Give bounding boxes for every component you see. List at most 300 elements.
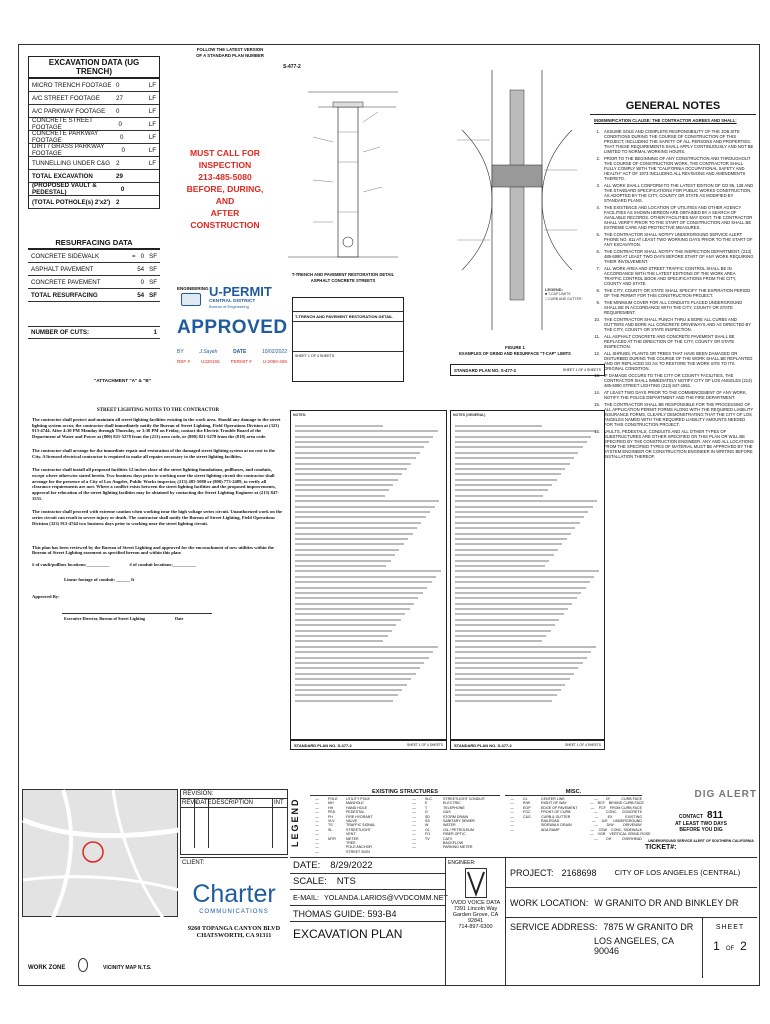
work-location-value: W GRANITO DR AND BINKLEY DR	[594, 897, 739, 908]
resurfacing-rows	[28, 250, 160, 302]
legend-abbrv: POLE	[328, 797, 338, 801]
info-email-value: YOLANDA.LARIOS@VVDCOMM.NET	[323, 893, 448, 902]
cuts-value: 1	[153, 329, 157, 336]
legend-abbrv: FCF	[598, 805, 606, 810]
excavation-value: 0	[116, 107, 120, 115]
small-text-line	[295, 646, 438, 648]
resurfacing-value: 0	[140, 252, 145, 260]
legend-description: UNDERGROUND	[613, 819, 642, 824]
resurfacing-unit: SF	[149, 291, 157, 299]
excavation-value: 0	[120, 185, 125, 193]
legend-description: VENT	[346, 832, 356, 837]
legend-description: STORM DRAIN	[443, 814, 469, 819]
excavation-unit: LF	[148, 120, 156, 128]
small-text-line	[295, 678, 411, 680]
tcap-legend: LEGEND: ■ T-CAP LIMITS □ CURB AND GUTTER	[545, 287, 582, 301]
small-text-line	[295, 651, 433, 653]
small-text-line	[455, 489, 548, 491]
small-text-line	[455, 565, 545, 567]
general-note-text: VAULTS, PEDESTALS, CONDUITS AND ALL OTHER TYPES OF SUBSTRUCTURES ARE OTHER SPECIFIED ON THIS PLAN OR WILL BE SPECIFIED BY THE CONSTRUCTION ENGINEER. ANY AND ALL LOCATIONS FROM THE SPECIFIED TYPES OF MATERIAL MUST BE APPROVED BY THE SYSTEM ENGINEER OR CONSTRUCTION ENGINEER IN WRITING BEFORE INSTALLATION THEREOF.	[604, 429, 754, 459]
legend-description: FRONT OF CURB	[541, 810, 571, 815]
legend-abbrv: BCF	[597, 801, 605, 806]
general-note-item	[590, 156, 756, 181]
sheet-label: SHEET	[715, 924, 745, 931]
excavation-row	[29, 183, 159, 196]
excavation-label: TOTAL EXCAVATION	[32, 172, 93, 180]
thomas-guide: THOMAS GUIDE: 593-B4	[290, 906, 445, 922]
resurfacing-row	[28, 250, 160, 263]
trench-notes-sheet	[290, 410, 447, 740]
project-block	[505, 857, 757, 985]
general-note-number: 10.	[594, 317, 600, 322]
small-text-line	[455, 684, 565, 686]
ref-value: U220165	[201, 359, 220, 364]
general-note-item	[590, 429, 756, 459]
small-text-line	[455, 689, 561, 691]
small-text-line	[455, 608, 568, 610]
legend-abbrv: R/W	[523, 801, 530, 806]
existing-structures-title: EXISTING STRUCTURES	[310, 789, 500, 796]
small-text-line	[295, 565, 386, 567]
small-text-line	[455, 667, 578, 669]
excavation-value-group	[122, 147, 156, 154]
dig-alert-block	[645, 789, 757, 855]
small-text-line	[295, 694, 398, 696]
approved-stamp: APPROVED	[177, 317, 288, 338]
legend-symbol-icon: —	[510, 827, 514, 832]
general-note-number: 6.	[596, 249, 600, 254]
small-text-line	[455, 592, 581, 594]
legend-symbol-icon: —	[315, 810, 319, 815]
permit-value: U-2050-469	[262, 359, 287, 364]
excavation-unit: LF	[148, 146, 156, 154]
small-text-line	[295, 538, 408, 540]
small-text-line	[295, 479, 398, 481]
resurfacing-value-group	[132, 292, 157, 299]
legend-abbrv: MH	[328, 801, 334, 806]
legend-symbol-icon: —	[590, 801, 594, 806]
north-arrow-icon	[78, 958, 88, 972]
legend-abbrv: CSW	[598, 827, 607, 832]
general-note-number: 7.	[596, 266, 600, 271]
small-text-line	[295, 500, 439, 502]
service-line-1: 7875 W GRANITO DR	[603, 922, 694, 932]
general-note-item	[590, 334, 756, 349]
by-value: J.Sayeh	[199, 349, 218, 355]
note-line-2: OF A STANDARD PLAN NUMBER	[196, 53, 264, 58]
sl-paragraph-2: The contractor shall arrange for the immediate repair and restoration of the damaged street lighting system at no cost to the City. A licensed electrical contractor is required to make all repairs necessary to the street lighting facilities.	[32, 447, 275, 459]
excavation-value-group	[121, 186, 156, 193]
service-line-2: LOS ANGELES, CA 90046	[594, 936, 674, 956]
general-note-number: 12.	[594, 351, 600, 356]
general-note-text: IF DAMAGE OCCURS TO THE CITY OR COUNTY FACILITIES, THE CONTRACTOR SHALL IMMEDIATELY NOTIFY CITY OF LOS ANGELES (213) 485-5080 STREET LIGHTING (213) 847-1551.	[604, 373, 752, 388]
legend-column-1	[310, 797, 405, 854]
small-text-line	[455, 560, 549, 562]
legend-symbol-icon: —	[412, 801, 416, 806]
legend-symbol-icon: —	[590, 805, 595, 810]
excavation-value: 0	[121, 146, 125, 154]
excavation-label: (PROPOSED VAULT & PEDESTAL)	[32, 182, 97, 196]
excavation-value: 2	[116, 159, 120, 167]
excavation-row	[29, 157, 159, 170]
plan-sheet-count: SHEET 1 OF 4 SHEETS	[562, 368, 601, 372]
legend-symbol-icon: —	[510, 819, 514, 824]
work-location-label: WORK LOCATION:	[510, 897, 589, 908]
must-call-notice	[180, 147, 270, 231]
legend-symbol-icon: —	[510, 810, 514, 815]
must-call-line: INSPECTION	[198, 160, 252, 170]
approved-by-field: Approved By:	[32, 593, 60, 599]
legend-abbrv: W	[425, 823, 429, 828]
legend-description: SANITARY SEWER	[443, 819, 475, 824]
excavation-label: CONCRETE PARKWAY FOOTAGE	[32, 130, 99, 144]
legend-symbol-icon: —	[412, 823, 416, 828]
must-call-line: BEFORE, DURING, AND	[186, 184, 264, 206]
general-note-text: AT LEAST TWO DAYS PRIOR TO THE COMMENCEMENT OF ANY WORK, NOTIFY THE POLICE DEPARTMENT AND THE FIRE DEPARTMENT.	[604, 390, 747, 400]
plan-strip-right	[450, 740, 605, 750]
note-line-1: FOLLOW THE LATEST VERSION	[196, 47, 264, 52]
dig-line-1: AT LEAST TWO DAYS	[675, 821, 727, 827]
legend-abbrv: SLC	[425, 797, 432, 801]
ticket-label: TICKET#:	[645, 844, 677, 851]
general-note-text: ALL WORK AREA AND STREET TRAFFIC CONTROL SHALL BE IN ACCORDANCE WITH THE LATEST EDITIONS OF THE WORK AREA TRAFFIC CONTROL BOOK AND SPECIFICATIONS FROM THE CITY, COUNTY AND STATE.	[604, 266, 737, 286]
info-scale-label: SCALE:	[293, 876, 327, 887]
small-text-line	[455, 511, 588, 513]
legend-abbrv: T	[425, 805, 428, 810]
general-note-text: THE CONTRACTOR SHALL NOTIFY THE INSPECTION DEPARTMENT, (213) 485-5080 AT LEAST TWO DAYS BEFORE START OF ANY WORK REQUIRING THEIR INVOLVEMENT.	[604, 249, 754, 264]
revision-title: REVISION:	[181, 790, 287, 799]
legend-symbol-icon: —	[315, 819, 319, 824]
small-text-line	[455, 630, 551, 632]
resurfacing-data-table	[28, 238, 160, 339]
small-text-line	[455, 543, 562, 545]
general-note-text: THE MINIMUM COVER FOR ALL CONDUITS PLACED UNDERGROUND SHALL BE IN ACCORDANCE WITH THE CITY, COUNTY OR STATE REQUIREMENT.	[604, 300, 743, 315]
excavation-unit: LF	[148, 94, 156, 102]
legend-description: TRAFFIC SIGNAL	[346, 823, 376, 828]
small-text-line	[295, 489, 389, 491]
legend-abbrv: C&G	[523, 814, 531, 819]
rev-col: REV#	[182, 800, 198, 806]
legend-abbrv: EX	[607, 814, 613, 819]
title-block-trench-title: T-TRENCH AND PAVEMENT RESTORATION DETAIL	[293, 312, 403, 322]
small-text-line	[455, 500, 597, 502]
legend-abbrv: CF	[605, 797, 611, 801]
legend-symbol-icon: —	[315, 832, 319, 837]
small-text-line	[295, 463, 411, 465]
legend-symbol-icon: —	[510, 801, 514, 806]
excavation-label: A/C PARKWAY FOOTAGE	[32, 107, 106, 115]
excavation-value: 27	[116, 94, 123, 102]
resurfacing-row	[28, 289, 160, 302]
general-note-text: ALL SHRUBS, PLANTS OR TREES THAT HAVE BEEN DAMAGED OR DISTURBED DURING THE COURSE OF THE WORK SHALL BE REPLANTED AND OR REPLACED SO AS TO RESTORE THE WORK SITE TO ITS ORIGINAL CONDITION.	[604, 351, 753, 371]
legend-description: TREE	[346, 841, 356, 846]
legend-symbol-icon: —	[315, 845, 319, 850]
u-permit-title: U-PERMIT	[209, 284, 272, 299]
excavation-value: 0	[118, 120, 122, 128]
general-note-number: 14.	[594, 390, 600, 395]
date-col: DATE	[196, 800, 212, 806]
tcap-plan-drawing	[452, 70, 582, 350]
small-text-line	[295, 457, 416, 459]
small-text-line	[295, 554, 395, 556]
excavation-value: 0	[119, 133, 124, 141]
resurfacing-value-group	[132, 266, 157, 273]
small-text-line	[455, 581, 590, 583]
small-text-line	[295, 527, 417, 529]
legend-abbrv: TV	[425, 836, 430, 841]
contact-label: CONTACT	[678, 814, 703, 820]
plan-number-label: S-477-2	[283, 64, 301, 70]
small-text-line	[295, 570, 441, 572]
city-seal-icon	[181, 293, 201, 306]
figure-title: FIGURE 1	[505, 345, 525, 350]
small-text-line	[295, 662, 424, 664]
general-note-number: 3.	[596, 183, 600, 188]
legend-symbol-icon: —	[412, 827, 416, 832]
resurfacing-label: CONCRETE SIDEWALK	[31, 252, 100, 260]
resurfacing-unit: SF	[149, 252, 157, 260]
info-block	[290, 857, 448, 985]
legend-symbol-icon: —	[412, 832, 416, 837]
work-zone-label: WORK ZONE	[28, 965, 66, 971]
resurfacing-value-group	[132, 253, 157, 260]
ref-label: REF #	[177, 359, 191, 364]
legend-symbol-icon: —	[412, 814, 416, 819]
legend-symbol-icon: —	[510, 797, 514, 801]
sl-paragraph-4: The contractor shall proceed with extreme caution when working near the high voltage series circuit. Unauthorized work on the series circuit can result in severe injury or death. The contractor shall notify the Bureau of Street Lighting, Field Operations Division (323) 913-4744 two business days prior to working near the street lighting circuit.	[32, 509, 283, 526]
small-text-line	[455, 640, 542, 642]
street-lighting-notes	[32, 408, 284, 621]
small-text-line	[455, 554, 554, 556]
legend-symbol-icon: —	[315, 814, 319, 819]
legend-row	[310, 850, 405, 854]
plan-label: STANDARD PLAN NO. S-477-2	[454, 367, 516, 373]
small-text-line	[295, 495, 385, 497]
small-text-line	[295, 608, 410, 610]
legend-row	[590, 837, 642, 841]
number-of-cuts-row	[28, 326, 160, 339]
engineer-phone: 714-897-6300	[458, 924, 493, 930]
legend-abbrv: FOC	[523, 810, 531, 815]
legend-symbol-icon: —	[315, 827, 319, 832]
legend-symbol-icon: —	[412, 819, 416, 824]
small-text-line	[295, 446, 424, 448]
date-value: 10/02/2022	[261, 349, 287, 355]
footage-field: Linear footage of conduit: ______ ft	[64, 576, 135, 582]
cuts-label: NUMBER OF CUTS:	[31, 329, 90, 336]
legend-symbol-icon: —	[510, 823, 514, 828]
conduit-field: # of conduit locations:__________	[129, 561, 196, 567]
small-text-line	[455, 694, 557, 696]
general-notes-sheet-title: NOTES (GENERAL)	[453, 413, 486, 417]
small-text-line	[295, 511, 430, 513]
excavation-value-group	[119, 121, 157, 128]
general-notes-subtitle: INDEMNIFICATION CLAUSE: THE CONTRACTOR AGREES AND SHALL:	[594, 118, 737, 123]
excavation-title: EXCAVATION DATA (UG TRENCH)	[28, 56, 160, 79]
legend-symbol-icon: —	[412, 841, 416, 846]
legend-description: CENTER LINE	[541, 797, 565, 801]
trench-notes-title: NOTES:	[293, 413, 307, 417]
vvdd-logo-icon	[465, 868, 487, 898]
sl-date-label: Date	[175, 615, 184, 621]
small-text-line	[295, 640, 383, 642]
resurfacing-value: 54	[137, 291, 145, 299]
excavation-value-group	[116, 160, 156, 167]
legend-abbrv: E	[425, 801, 428, 806]
small-text-line	[295, 516, 426, 518]
small-text-line	[455, 463, 570, 465]
legend-description: CATV	[443, 836, 453, 841]
general-note-number: 8.	[596, 288, 600, 293]
small-text-line	[295, 441, 429, 443]
small-text-line	[455, 425, 542, 427]
legend-symbol-icon: —	[590, 827, 595, 832]
misc-title: MISC.	[505, 789, 642, 796]
legend-description: STREETLIGHT CONDUIT	[443, 797, 486, 801]
legend-abbrv: CL	[523, 797, 528, 801]
district-label: CENTRAL DISTRICT	[209, 299, 256, 304]
excavation-data-table	[28, 56, 160, 209]
bureau-label: Bureau of Engineering	[209, 304, 249, 309]
trench-subtitle: ASPHALT CONCRETE STREETS	[310, 278, 376, 283]
revision-rows	[181, 808, 287, 848]
general-note-number: 15.	[594, 402, 600, 407]
signature-labels	[64, 616, 284, 621]
legend-abbrv: HH	[328, 805, 334, 810]
legend-abbrv: TS	[328, 823, 333, 828]
excavation-unit: LF	[148, 107, 156, 115]
small-text-line	[295, 613, 405, 615]
general-notes-sheet	[450, 410, 605, 740]
general-note-item	[590, 390, 756, 400]
legend-description: CURB & GUTTER	[541, 814, 571, 819]
small-text-line	[295, 689, 402, 691]
figure-subtitle: EXAMPLES OF GRIND AND RESURFACE "T-CAP" LIMITS	[459, 351, 571, 356]
resurfacing-label: CONCRETE PAVEMENT	[31, 278, 101, 286]
legend-symbol-icon: —	[412, 810, 416, 815]
legend-symbol-icon: —	[315, 841, 319, 846]
small-text-line	[295, 522, 421, 524]
exec-label: Executive Director, Bureau of Street Lighting	[64, 615, 146, 621]
legend-abbrv	[425, 845, 439, 849]
small-text-line	[455, 436, 591, 438]
legend-column-2	[407, 797, 502, 850]
general-note-number: 5.	[596, 232, 600, 237]
small-text-line	[295, 700, 393, 702]
excavation-label: MICRO TRENCH FOOTAGE	[32, 81, 112, 89]
vicinity-map-svg	[23, 790, 179, 918]
small-text-line	[455, 538, 567, 540]
small-text-line	[295, 425, 383, 427]
excavation-value: 2	[116, 198, 120, 206]
by-label: BY	[177, 349, 184, 355]
small-text-line	[455, 527, 575, 529]
small-text-line	[295, 657, 429, 659]
legend-column-3	[505, 797, 590, 832]
legend-vertical-title: LEGEND	[290, 797, 300, 847]
general-note-item	[590, 266, 756, 286]
info-date-value: 8/29/2022	[330, 860, 373, 871]
general-note-number: 4.	[596, 205, 600, 210]
legend-symbol-icon: —	[594, 810, 598, 815]
excavation-row	[29, 79, 159, 92]
legend-symbol-icon: —	[412, 845, 416, 850]
document-title: EXCAVATION PLAN	[293, 927, 403, 941]
small-text-line	[455, 657, 587, 659]
general-note-text: THE CONTRACTOR SHALL NOTIFY UNDERGROUND SERVICE ALERT PHONE NO. 811 AT LEAST TWO WORKING DAYS PRIOR TO THE START OF ANY EXCAVATION.	[604, 232, 753, 247]
legend-abbrv: U/E	[601, 819, 608, 824]
legend-description: VERTICAL GRIND ROSE	[609, 832, 651, 837]
small-text-line	[455, 522, 580, 524]
legend-row	[505, 828, 590, 832]
info-scale-value: NTS	[336, 876, 356, 887]
legend-abbrv: FH	[328, 814, 333, 819]
project-city: CITY OF LOS ANGELES (CENTRAL)	[614, 868, 741, 877]
small-text-line	[455, 457, 574, 459]
excavation-label: CONCRETE STREET FOOTAGE	[32, 117, 93, 131]
legend-description: OVERHEAD	[621, 836, 642, 841]
plan-strip-right-top	[450, 364, 605, 376]
client-address-2: CHATSWORTH, CA 91311	[196, 932, 272, 939]
legend-description: GAS	[443, 810, 451, 815]
general-note-number: 2.	[596, 156, 600, 161]
general-notes-title: GENERAL NOTES	[590, 100, 756, 115]
general-note-number: 13.	[594, 373, 600, 378]
small-text-line	[295, 533, 413, 535]
resurfacing-label: ASPHALT PAVEMENT	[31, 265, 94, 273]
service-label: SERVICE ADDRESS:	[510, 922, 598, 932]
engineering-label: ENGINEERING	[177, 286, 209, 291]
small-text-line	[295, 673, 416, 675]
small-text-line	[455, 495, 543, 497]
general-note-item	[590, 373, 756, 388]
engineering-logo	[177, 286, 209, 307]
engineer-name: VVDD VOICE DATA	[450, 900, 501, 906]
resurfacing-label: TOTAL RESURFACING	[31, 291, 98, 299]
general-note-number: 11.	[594, 334, 600, 339]
small-text-line	[295, 624, 396, 626]
excavation-label: A/C STREET FOOTAGE	[32, 94, 100, 102]
must-call-line: MUST CALL FOR	[189, 148, 261, 158]
dig-number: 811	[706, 810, 724, 821]
excavation-rows	[28, 79, 160, 209]
legend-symbol-icon: —	[590, 832, 594, 837]
small-text-line	[455, 484, 552, 486]
right-plan-label: STANDARD PLAN NO. S-477-2	[454, 742, 512, 748]
legend-abbrv: VLV	[328, 819, 335, 824]
excavation-value: 0	[116, 81, 120, 89]
legend-symbol-icon: —	[315, 797, 319, 801]
trench-detail-drawing	[278, 62, 408, 332]
sl-paragraph-1: The contractor shall protect and maintain all street lighting facilities existing in the work area. Should any damage to the street lighting system occur, the contractor shall immediately notify the Bureau of Street Lighting, Field Operations Division at (323) 913-4744. After 4:30 PM Monday through Thursday, or 3:30 PM on Friday, contact the Electric Trouble Board of the Department of Water and Power at (800) 821-5278 from the (213) area code, or (800) 821-5278 from the (818) area code.	[32, 417, 281, 440]
small-text-line	[455, 430, 596, 432]
small-text-line	[455, 473, 561, 475]
sl-paragraph-5: This plan has been reviewed by the Bureau of Street Lighting and approved for the encroachment of new utilities within the Bureau of Street Lighting easement as specified hereon and within this plan:	[32, 544, 274, 556]
engineer-block	[445, 857, 505, 985]
small-text-line	[295, 630, 392, 632]
legend-abbrv: MTR	[328, 836, 336, 841]
excavation-label: (TOTAL POTHOLE(s) 2'x2')	[32, 198, 111, 206]
small-text-line	[455, 646, 596, 648]
legend-abbrv: CONC	[605, 810, 617, 815]
legend-abbrv: SS	[425, 819, 430, 824]
resurfacing-value-group	[136, 279, 157, 286]
sl-location-fields	[32, 562, 284, 567]
small-text-line	[455, 479, 557, 481]
legend-description: STREETLIGHT	[346, 827, 371, 832]
small-text-line	[295, 592, 423, 594]
small-text-line	[295, 468, 407, 470]
